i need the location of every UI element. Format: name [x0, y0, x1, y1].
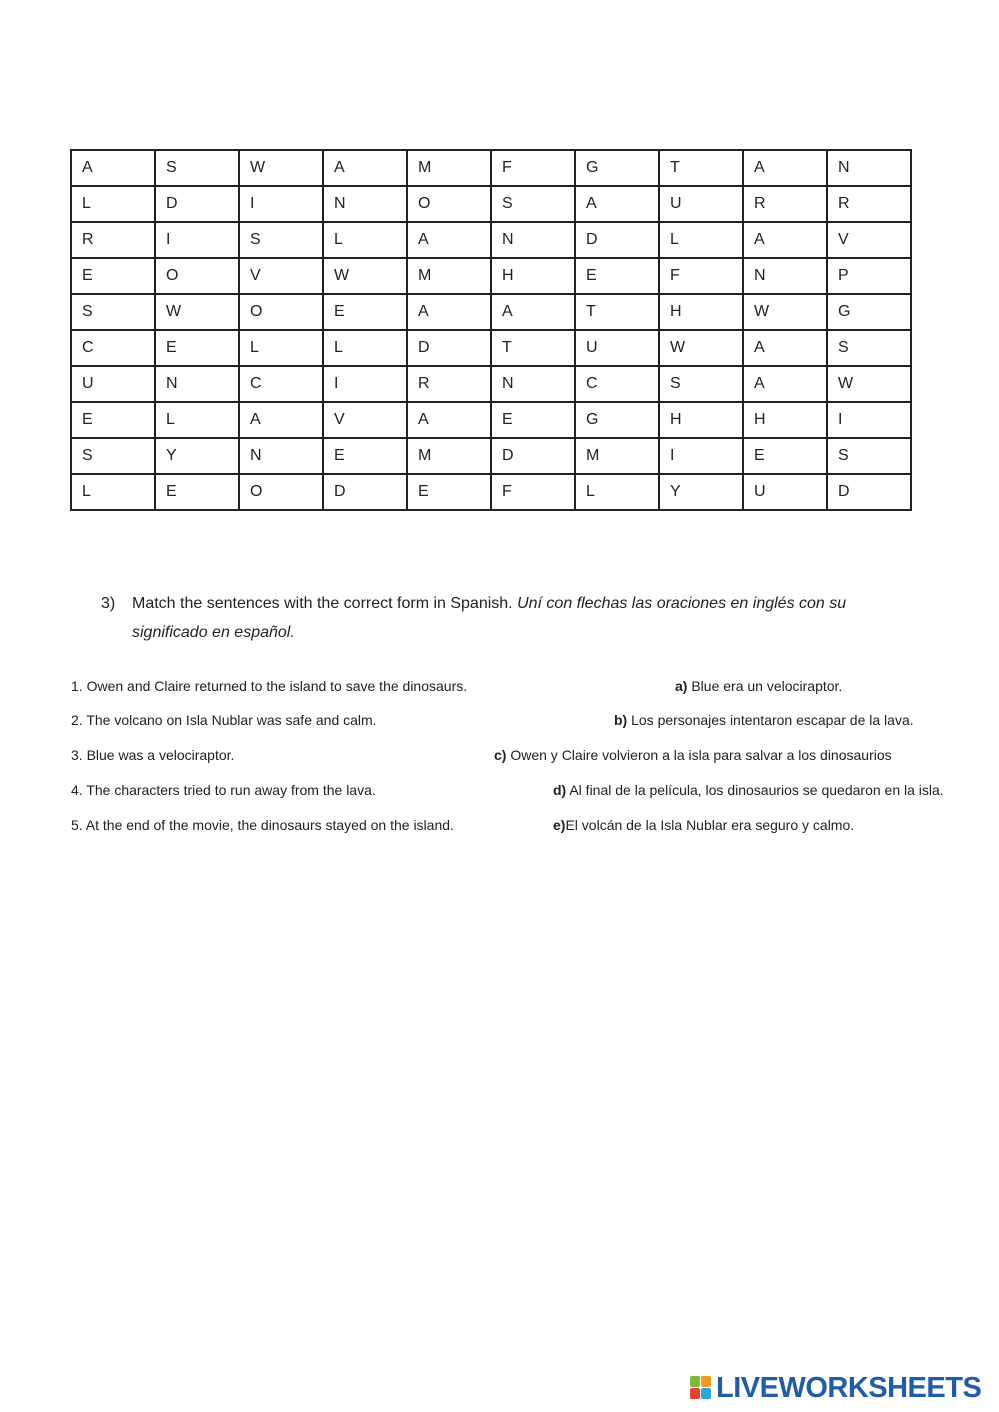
grid-cell: F	[491, 150, 575, 186]
grid-cell: M	[407, 150, 491, 186]
grid-cell: C	[575, 366, 659, 402]
english-sentence-2: 2. The volcano on Isla Nublar was safe and calm.	[71, 712, 377, 728]
grid-cell: W	[323, 258, 407, 294]
english-sentence-4: 4. The characters tried to run away from the lava.	[71, 782, 376, 798]
english-sentence-5: 5. At the end of the movie, the dinosaurs stayed on the island.	[71, 817, 454, 833]
grid-cell: A	[407, 294, 491, 330]
grid-cell: Y	[659, 474, 743, 510]
grid-cell: V	[239, 258, 323, 294]
grid-cell: U	[71, 366, 155, 402]
grid-cell: O	[407, 186, 491, 222]
grid-cell: O	[239, 294, 323, 330]
grid-cell: N	[827, 150, 911, 186]
grid-cell: S	[71, 294, 155, 330]
grid-cell: T	[575, 294, 659, 330]
grid-cell: W	[155, 294, 239, 330]
grid-cell: N	[491, 366, 575, 402]
grid-cell: Y	[155, 438, 239, 474]
grid-cell: E	[71, 402, 155, 438]
grid-cell: L	[239, 330, 323, 366]
grid-cell: A	[407, 222, 491, 258]
grid-cell: H	[659, 402, 743, 438]
grid-cell: L	[659, 222, 743, 258]
grid-cell: H	[743, 402, 827, 438]
grid-cell: N	[155, 366, 239, 402]
grid-cell: A	[743, 330, 827, 366]
grid-cell: E	[743, 438, 827, 474]
grid-cell: R	[743, 186, 827, 222]
grid-cell: E	[491, 402, 575, 438]
grid-cell: A	[743, 222, 827, 258]
exercise-text: Match the sentences with the correct form in Spanish. Uní con flechas las oraciones en inglés con su significado en español.	[132, 595, 847, 641]
grid-cell: U	[659, 186, 743, 222]
grid-cell: E	[155, 474, 239, 510]
grid-cell: N	[239, 438, 323, 474]
grid-cell: L	[71, 186, 155, 222]
spanish-sentence-d: d) Al final de la película, los dinosaurios se quedaron en la isla.	[553, 782, 944, 798]
grid-cell: S	[155, 150, 239, 186]
liveworksheets-logo[interactable]	[690, 1371, 981, 1405]
grid-cell: A	[407, 402, 491, 438]
exercise-text-spanish: Uní con flechas las oraciones en inglés con su significado en español.	[132, 595, 847, 641]
grid-cell: L	[71, 474, 155, 510]
grid-cell: R	[407, 366, 491, 402]
grid-cell: A	[575, 186, 659, 222]
grid-cell: L	[323, 330, 407, 366]
exercise-instruction	[101, 589, 921, 647]
grid-cell: C	[239, 366, 323, 402]
grid-cell: D	[323, 474, 407, 510]
spanish-sentence-c: c) Owen y Claire volvieron a la isla para salvar a los dinosaurios	[494, 747, 892, 763]
grid-cell: O	[155, 258, 239, 294]
grid-cell: A	[71, 150, 155, 186]
grid-cell: I	[827, 402, 911, 438]
grid-row	[71, 474, 911, 510]
grid-cell: V	[323, 402, 407, 438]
grid-cell: P	[827, 258, 911, 294]
word-search-grid	[70, 149, 912, 511]
grid-cell: N	[743, 258, 827, 294]
grid-cell: A	[323, 150, 407, 186]
grid-cell: D	[827, 474, 911, 510]
grid-cell: S	[827, 330, 911, 366]
grid-cell: O	[239, 474, 323, 510]
grid-cell: R	[71, 222, 155, 258]
grid-cell: U	[575, 330, 659, 366]
grid-cell: E	[323, 294, 407, 330]
grid-cell: M	[407, 258, 491, 294]
grid-cell: S	[491, 186, 575, 222]
grid-cell: R	[827, 186, 911, 222]
grid-cell: L	[575, 474, 659, 510]
grid-cell: T	[491, 330, 575, 366]
grid-cell: N	[323, 186, 407, 222]
grid-cell: T	[659, 150, 743, 186]
grid-cell: V	[827, 222, 911, 258]
grid-cell: G	[575, 402, 659, 438]
grid-cell: F	[491, 474, 575, 510]
grid-cell: L	[323, 222, 407, 258]
grid-cell: W	[827, 366, 911, 402]
grid-cell: I	[323, 366, 407, 402]
grid-cell: N	[491, 222, 575, 258]
grid-cell: L	[155, 402, 239, 438]
grid-cell: C	[71, 330, 155, 366]
grid-cell: A	[239, 402, 323, 438]
grid-cell: F	[659, 258, 743, 294]
grid-row	[71, 294, 911, 330]
grid-row	[71, 366, 911, 402]
grid-cell: H	[659, 294, 743, 330]
grid-cell: G	[827, 294, 911, 330]
grid-cell: I	[659, 438, 743, 474]
english-sentence-3: 3. Blue was a velociraptor.	[71, 747, 235, 763]
grid-cell: S	[239, 222, 323, 258]
grid-cell: D	[491, 438, 575, 474]
logo-mark-icon	[690, 1376, 712, 1400]
spanish-sentence-b: b) Los personajes intentaron escapar de la lava.	[614, 712, 914, 728]
grid-cell: E	[71, 258, 155, 294]
grid-row	[71, 438, 911, 474]
english-sentence-1: 1. Owen and Claire returned to the island to save the dinosaurs.	[71, 678, 468, 694]
grid-row	[71, 222, 911, 258]
grid-row	[71, 150, 911, 186]
grid-cell: E	[155, 330, 239, 366]
grid-cell: S	[659, 366, 743, 402]
grid-cell: E	[407, 474, 491, 510]
grid-cell: A	[743, 366, 827, 402]
grid-cell: W	[743, 294, 827, 330]
grid-cell: D	[155, 186, 239, 222]
grid-row	[71, 402, 911, 438]
exercise-number: 3)	[101, 595, 116, 612]
grid-cell: M	[407, 438, 491, 474]
grid-cell: E	[575, 258, 659, 294]
grid-cell: A	[491, 294, 575, 330]
grid-cell: S	[71, 438, 155, 474]
grid-cell: H	[491, 258, 575, 294]
grid-cell: W	[239, 150, 323, 186]
grid-cell: U	[743, 474, 827, 510]
grid-row	[71, 258, 911, 294]
grid-cell: I	[239, 186, 323, 222]
grid-cell: I	[155, 222, 239, 258]
grid-cell: D	[575, 222, 659, 258]
spanish-sentence-e: e)El volcán de la Isla Nublar era seguro y calmo.	[553, 817, 855, 833]
grid-cell: W	[659, 330, 743, 366]
spanish-sentence-a: a) Blue era un velociraptor.	[675, 678, 843, 694]
grid-row	[71, 330, 911, 366]
grid-cell: M	[575, 438, 659, 474]
grid-cell: G	[575, 150, 659, 186]
logo-text: LIVEWORKSHEETS	[716, 1371, 982, 1404]
grid-row	[71, 186, 911, 222]
grid-cell: D	[407, 330, 491, 366]
grid-cell: A	[743, 150, 827, 186]
grid-cell: E	[323, 438, 407, 474]
grid-cell: S	[827, 438, 911, 474]
